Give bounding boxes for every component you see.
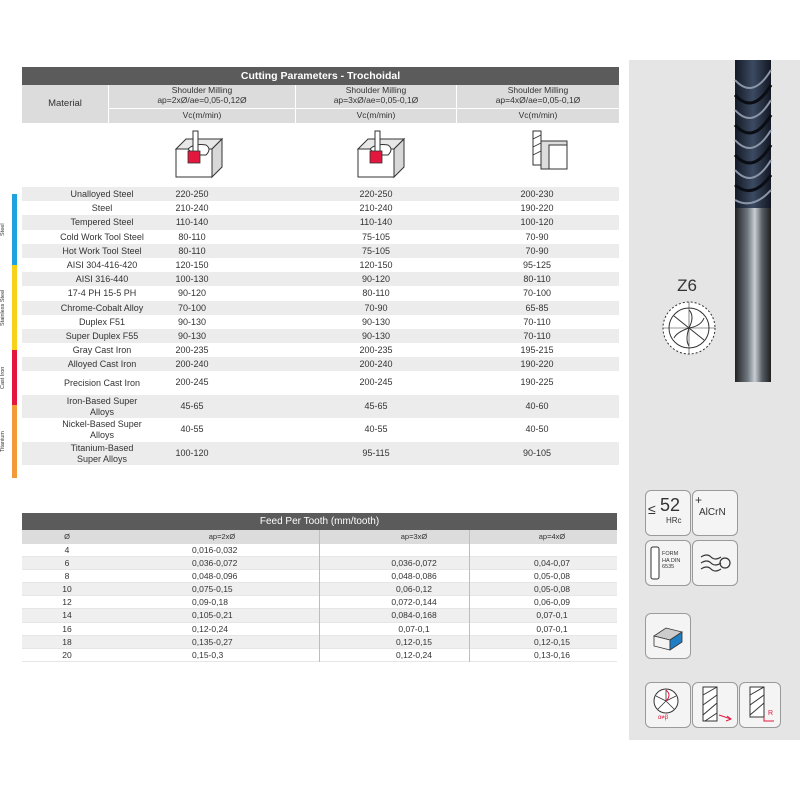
- diameter-value: 12: [62, 597, 72, 608]
- svg-text:R: R: [768, 710, 774, 717]
- table-row: [22, 343, 619, 357]
- feed-value-ap2: 0,036-0,072: [192, 558, 238, 569]
- column-2-operation: Shoulder Milling: [345, 85, 407, 95]
- table-row: [22, 315, 619, 329]
- column-divider: [319, 530, 320, 662]
- material-group-color-bar: [12, 194, 17, 265]
- column-header-1: [109, 85, 296, 123]
- column-2-unit: Vc(m/min): [296, 108, 456, 122]
- cutting-speed-value: 200-235: [359, 345, 393, 356]
- cutting-speed-value: 110-140: [175, 217, 209, 228]
- feed-header-ap4: ap=4xØ: [538, 532, 566, 541]
- hardness-unit: HRc: [666, 516, 682, 525]
- feed-header-ap2: ap=2xØ: [208, 532, 236, 541]
- table-row: [22, 301, 619, 315]
- cutting-speed-value: 210-240: [175, 203, 209, 214]
- cutting-speed-value: 90-130: [361, 330, 391, 341]
- corner-radius-icon: [744, 685, 778, 725]
- cutting-speed-value: 220-250: [175, 189, 209, 199]
- workpiece-icon: [650, 618, 686, 654]
- material-label: Nickel-Based Super Alloys: [62, 419, 142, 441]
- table-row: [22, 230, 619, 244]
- feed-value-ap4: 0,06-0,09: [534, 597, 570, 608]
- cutting-speed-value: 80-110: [523, 274, 551, 285]
- cutting-speed-value: 40-60: [525, 400, 549, 411]
- column-3-params: ap=4xØ/ae=0,05-0,1Ø: [495, 95, 581, 105]
- cutting-speed-value: 210-240: [359, 203, 393, 214]
- material-label: Unalloyed Steel: [70, 189, 134, 199]
- cutting-speed-value: 95-115: [362, 447, 390, 458]
- cutting-speed-value: 70-90: [525, 231, 549, 242]
- diameter-value: 6: [64, 558, 70, 569]
- cutting-speed-value: 200-235: [175, 345, 209, 356]
- cutting-speed-value: 80-110: [178, 231, 206, 242]
- feed-value-ap3: 0,12-0,24: [396, 649, 432, 660]
- column-header-2: [296, 85, 457, 123]
- feed-value-ap2: 0,016-0,032: [192, 545, 238, 555]
- feed-value-ap3: 0,036-0,072: [391, 558, 437, 569]
- feed-value-ap3: 0,048-0,086: [391, 571, 437, 582]
- diameter-value: 8: [64, 571, 70, 582]
- cutting-speed-value: 80-110: [362, 288, 390, 299]
- cutting-table-header: [22, 85, 619, 123]
- cutting-speed-value: 90-130: [177, 330, 207, 341]
- feed-value-ap2: 0,105-0,21: [192, 610, 233, 621]
- cutting-speed-value: 65-85: [525, 302, 549, 313]
- air-coolant-icon: [699, 549, 731, 577]
- feed-value-ap4: 0,07-0,1: [536, 623, 568, 634]
- column-divider: [469, 530, 470, 662]
- column-2-params: ap=3xØ/ae=0,05-0,1Ø: [333, 95, 419, 105]
- table-row: [22, 187, 619, 201]
- material-label: Chrome-Cobalt Alloy: [60, 302, 144, 313]
- material-group-color-bar: [12, 265, 17, 350]
- variable-helix-icon: [697, 685, 733, 725]
- cutting-speed-value: 200-240: [359, 359, 393, 370]
- diameter-value: 4: [64, 545, 70, 555]
- operation-icons-row: [22, 123, 619, 187]
- cutting-speed-value: 80-110: [178, 245, 206, 256]
- feed-table-title: Feed Per Tooth (mm/tooth): [22, 513, 617, 530]
- shoulder-application-badge: [645, 613, 691, 659]
- material-label: Titanium-Based Super Alloys: [70, 442, 134, 464]
- material-label: Hot Work Tool Steel: [62, 245, 142, 256]
- table-row: [22, 244, 619, 258]
- material-header: Material: [22, 85, 109, 123]
- cutting-speed-value: 40-50: [525, 424, 549, 435]
- feed-header-diameter: Ø: [64, 532, 70, 541]
- material-label: Duplex F51: [78, 316, 126, 327]
- diameter-value: 10: [62, 584, 72, 595]
- feed-value-ap4: 0,04-0,07: [534, 558, 570, 569]
- cutting-speed-value: 95-125: [522, 259, 552, 270]
- flute-count: Z6: [677, 276, 697, 295]
- feed-value-ap2: 0,12-0,24: [192, 623, 228, 634]
- column-3-unit: Vc(m/min): [457, 108, 619, 122]
- cutting-speed-value: 120-150: [175, 259, 209, 270]
- hardness-badge: [645, 490, 691, 536]
- end-mill-image: [729, 60, 777, 386]
- plus-icon: +: [695, 493, 703, 507]
- table-row: [22, 201, 619, 215]
- cutting-speed-value: 90-120: [361, 274, 391, 285]
- material-label: Iron-Based Super Alloys: [66, 395, 138, 417]
- cutting-speed-value: 190-225: [520, 377, 554, 388]
- material-group-color-bar: [12, 350, 17, 405]
- shank-form-badge: [645, 540, 691, 586]
- cutting-speed-value: 200-245: [359, 377, 393, 388]
- column-3-operation: Shoulder Milling: [507, 85, 569, 95]
- cutting-speed-value: 45-65: [364, 400, 388, 411]
- cutting-speed-value: 90-105: [522, 447, 552, 458]
- cutting-table-title: Cutting Parameters - Trochoidal: [22, 67, 619, 85]
- tool-info-panel: [629, 60, 800, 740]
- cutting-speed-value: 195-215: [520, 345, 554, 356]
- table-row: [22, 272, 619, 286]
- diameter-value: 18: [62, 636, 72, 647]
- form-label: FORM: [662, 551, 679, 557]
- cutting-speed-value: 190-220: [520, 359, 554, 370]
- cutting-rows: [22, 187, 619, 465]
- material-label: Steel: [91, 203, 113, 214]
- feed-value-ap4: 0,13-0,16: [534, 649, 570, 660]
- cutting-speed-value: 190-220: [520, 203, 554, 214]
- material-label: Cold Work Tool Steel: [60, 231, 144, 242]
- table-row: [22, 442, 619, 466]
- cutting-speed-value: 220-250: [359, 189, 393, 199]
- feed-value-ap2: 0,09-0,18: [192, 597, 228, 608]
- material-label: Tempered Steel: [70, 217, 134, 228]
- cutting-speed-value: 70-100: [522, 288, 552, 299]
- cutting-speed-value: 100-120: [175, 447, 209, 458]
- feed-value-ap3: 0,07-0,1: [398, 623, 430, 634]
- cutting-speed-value: 70-110: [523, 316, 551, 327]
- table-row: [22, 371, 619, 395]
- cross-section-label: α≠β: [658, 715, 669, 721]
- cutting-speed-value: 200-245: [175, 377, 209, 388]
- form-number: 6535: [662, 564, 675, 570]
- material-label: AISI 316-440: [75, 274, 129, 285]
- table-row: [22, 357, 619, 371]
- cutting-speed-value: 90-130: [361, 316, 391, 327]
- table-row: [22, 215, 619, 229]
- feed-value-ap4: 0,12-0,15: [534, 636, 570, 647]
- cutting-speed-value: 45-65: [180, 400, 204, 411]
- feed-value-ap3: 0,084-0,168: [391, 610, 437, 621]
- unequal-pitch-icon: [652, 687, 684, 715]
- feed-value-ap4: 0,05-0,08: [534, 571, 570, 582]
- table-row: [22, 329, 619, 343]
- trochoidal-milling-icon: [354, 127, 408, 181]
- cutting-speed-value: 200-230: [520, 189, 554, 199]
- feed-header-ap3: ap=3xØ: [400, 532, 428, 541]
- column-1-params: ap=2xØ/ae=0,05-0,12Ø: [157, 95, 247, 105]
- cutting-speed-value: 70-90: [364, 302, 388, 313]
- material-group-label: Cast Iron: [0, 366, 6, 389]
- material-group-color-bar: [12, 405, 17, 478]
- feed-value-ap2: 0,15-0,3: [192, 649, 224, 660]
- feed-value-ap3: 0,072-0,144: [391, 597, 437, 608]
- diameter-value: 14: [62, 610, 72, 621]
- cutting-speed-value: 70-110: [523, 330, 551, 341]
- feed-value-ap2: 0,048-0,096: [192, 571, 238, 582]
- column-1-unit: Vc(m/min): [109, 108, 295, 122]
- cutting-speed-value: 110-140: [359, 217, 393, 228]
- cutting-speed-value: 75-105: [361, 245, 391, 256]
- cutting-speed-value: 90-120: [177, 288, 207, 299]
- feed-value-ap3: 0,06-0,12: [396, 584, 432, 595]
- cutting-speed-value: 40-55: [364, 424, 388, 435]
- cutting-speed-value: 75-105: [361, 231, 391, 242]
- unequal-pitch-badge: [645, 682, 691, 728]
- material-group-label: Steel: [0, 223, 6, 236]
- table-row: [22, 395, 619, 419]
- cutting-speed-value: 40-55: [180, 424, 204, 435]
- material-label: AISI 304-416-420: [66, 259, 138, 270]
- cutting-speed-value: 70-100: [177, 302, 207, 313]
- coating-badge: [692, 490, 738, 536]
- feed-per-tooth-table: [22, 513, 617, 662]
- feed-value-ap4: 0,05-0,08: [534, 584, 570, 595]
- cutting-parameters-table: [22, 67, 619, 465]
- material-label: Precision Cast Iron: [63, 377, 141, 388]
- shoulder-milling-icon: [527, 129, 575, 175]
- diameter-value: 16: [62, 623, 72, 634]
- six-flute-cross-section-icon: [659, 298, 719, 358]
- feed-value-ap3: 0,12-0,15: [396, 636, 432, 647]
- form-standard: HA DIN: [662, 557, 681, 564]
- table-row: [22, 418, 619, 442]
- material-label: Gray Cast Iron: [72, 345, 132, 356]
- hardness-prefix: ≤: [648, 501, 656, 517]
- cutting-speed-value: 100-120: [520, 217, 554, 228]
- cutting-speed-value: 120-150: [359, 259, 393, 270]
- feed-value-ap4: 0,07-0,1: [536, 610, 568, 621]
- hardness-value: 52: [660, 495, 681, 515]
- table-row: [22, 258, 619, 272]
- cutting-speed-value: 90-130: [177, 316, 207, 327]
- material-group-label: Stainless Steel: [0, 289, 6, 326]
- feed-value-ap2: 0,135-0,27: [192, 636, 233, 647]
- feed-value-ap2: 0,075-0,15: [192, 584, 233, 595]
- cutting-speed-value: 100-130: [175, 274, 209, 285]
- material-label: Super Duplex F55: [65, 330, 139, 341]
- coating-name: AlCrN: [699, 507, 726, 518]
- shank-icon: [649, 545, 661, 581]
- material-group-label: Titanium: [0, 431, 6, 452]
- material-label: Alloyed Cast Iron: [67, 359, 137, 370]
- table-row: [22, 286, 619, 300]
- variable-helix-badge: [692, 682, 738, 728]
- trochoidal-milling-icon: [172, 127, 226, 181]
- cutting-speed-value: 200-240: [175, 359, 209, 370]
- corner-radius-badge: [739, 682, 781, 728]
- column-1-operation: Shoulder Milling: [171, 85, 233, 95]
- cutting-speed-value: 70-90: [525, 245, 549, 256]
- coolant-badge: [692, 540, 738, 586]
- material-label: 17-4 PH 15-5 PH: [67, 288, 137, 299]
- column-header-3: [457, 85, 619, 123]
- diameter-value: 20: [62, 649, 72, 660]
